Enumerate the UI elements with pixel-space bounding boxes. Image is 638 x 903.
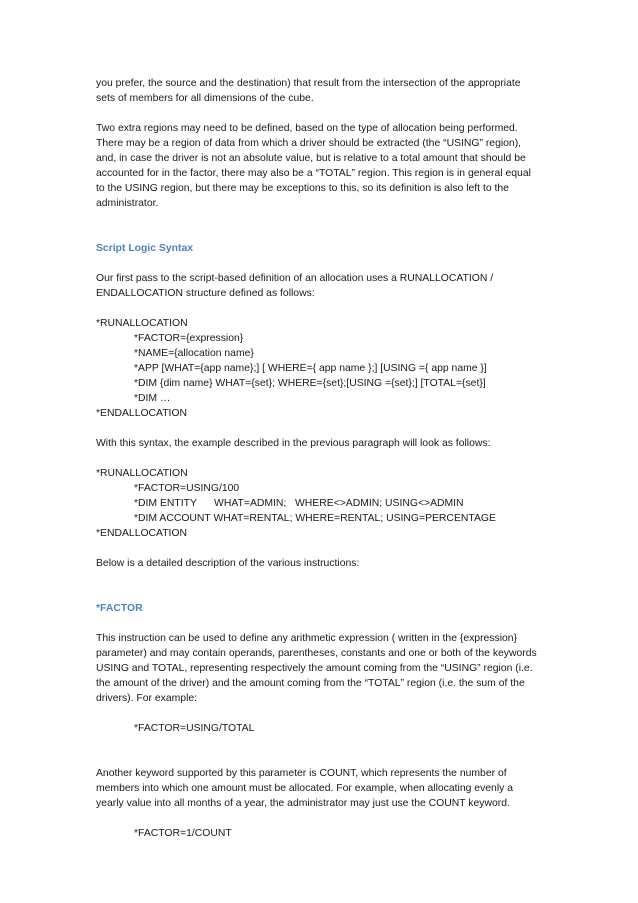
code-line: *APP [WHAT={app name};] [ WHERE={ app name };] [USING ={ app name }] xyxy=(134,363,487,374)
code-line: *DIM ACCOUNT WHAT=RENTAL; WHERE=RENTAL; USING=PERCENTAGE xyxy=(134,513,496,524)
paragraph-syntax-example: With this syntax, the example described in the previous paragraph will look as follows: xyxy=(96,438,491,449)
heading-factor: *FACTOR xyxy=(96,603,143,614)
example-factor-count: *FACTOR=1/COUNT xyxy=(134,828,232,839)
paragraph-count-keyword: Another keyword supported by this parameter is COUNT, which represents the number of members into which one amount must be allocated. For example, when allocating evenly a yearly value into all months of a year, the administrator may just use the COUNT keyword. xyxy=(96,768,514,809)
example-factor-using-total: *FACTOR=USING/TOTAL xyxy=(134,723,255,734)
code-line: *DIM ENTITY WHAT=ADMIN; WHERE<>ADMIN; USING<>ADMIN xyxy=(134,498,464,509)
code-line: *FACTOR=USING/100 xyxy=(134,483,240,494)
code-block-example xyxy=(96,466,542,541)
code-line: *RUNALLOCATION xyxy=(96,468,188,479)
code-line: *NAME={allocation name} xyxy=(134,348,254,359)
code-line: *DIM {dim name} WHAT={set}; WHERE={set};[USING ={set};] [TOTAL={set}] xyxy=(134,378,486,389)
paragraph-first-pass: Our first pass to the script-based definition of an allocation uses a RUNALLOCATION / ENDALLOCATION structure defined as follows: xyxy=(96,273,494,299)
code-line: *ENDALLOCATION xyxy=(96,408,188,419)
heading-script-logic-syntax: Script Logic Syntax xyxy=(96,243,194,254)
code-line: *FACTOR={expression} xyxy=(134,333,244,344)
paragraph-factor-description: This instruction can be used to define any arithmetic expression ( written in the {expression} parameter) and may contain operands, parentheses, constants and one or both of the keywords USING and TOTAL, representing respectively the amount coming from the “USING” region (i.e. the amount of the driver) and the amount coming from the “TOTAL” region (i.e. the sum of the drivers). For example: xyxy=(96,633,537,704)
code-block-definition xyxy=(96,316,542,421)
code-line: *DIM … xyxy=(134,393,171,404)
document-page xyxy=(96,76,542,856)
paragraph-description-intro: Below is a detailed description of the various instructions: xyxy=(96,558,360,569)
code-line: *ENDALLOCATION xyxy=(96,528,188,539)
code-line: *RUNALLOCATION xyxy=(96,318,188,329)
paragraph-intersection: you prefer, the source and the destination) that result from the intersection of the appropriate sets of members for all dimensions of the cube. xyxy=(96,78,521,104)
paragraph-extra-regions: Two extra regions may need to be defined, based on the type of allocation being performed. There may be a region of data from which a driver should be extracted (the “USING” region), and, in case the driver is not an absolute value, but is relative to a total amount that should be accounted for in the factor, there may also be a “TOTAL” region. This region is in general equal to the USING region, but there may be exceptions to this, so its definition is also left to the administrator. xyxy=(96,123,531,209)
